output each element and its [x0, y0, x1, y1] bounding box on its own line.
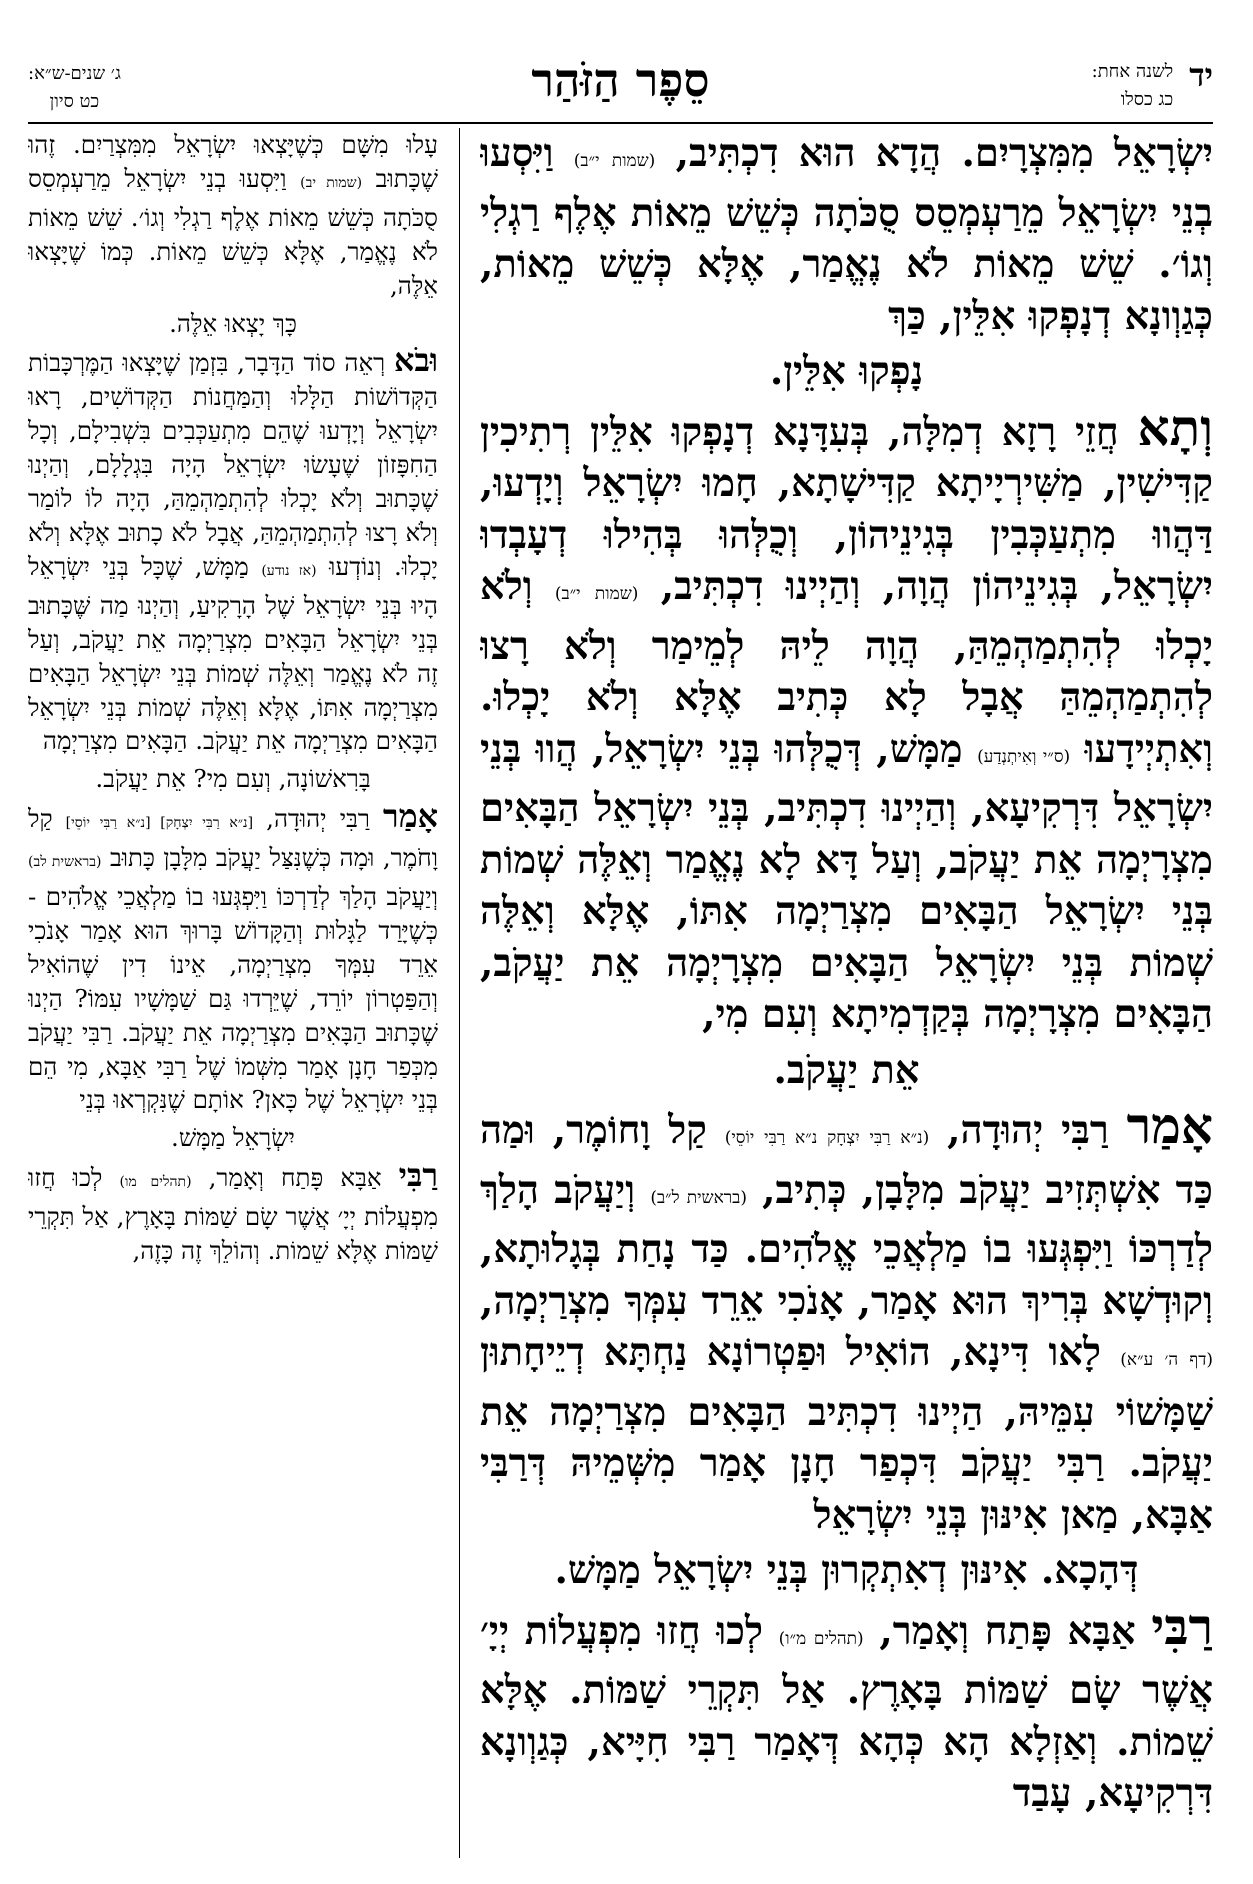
source-citation: (בראשית לב) — [28, 854, 102, 871]
source-citation: (שמות י״ב) — [573, 151, 656, 171]
text-run: יִשְׂרָאֵל מִמִּצְרָיִם. הֲדָא הוּא דִכְתִּיב, — [675, 131, 1213, 176]
text-run: וְיַעֲקֹב הָלַךְ לְדַרְכּוֹ וַיִּפְגְּעוּ בוֹ מַלְאֲכֵי אֱלֹהִים. כַּד נָחַת בְּגָלוּתָא, וְקוּדְשָׁא בְּרִיךְ הוּא אָמַר, אָנֹכִי אֵרֵד עִמְּךָ מִצְרַיְמָה, — [480, 1167, 1213, 1324]
paragraph-end: בָּרִאשׁוֹנָה, וְעִם מִי? אֵת יַעֲקֹב. — [95, 764, 371, 794]
source-citation: (בראשית ל״ב) — [650, 1187, 747, 1208]
text-run: רַבִּי יְהוּדָה, — [266, 804, 384, 834]
text-run: קַל וָחוֹמֶר, וּמַה כַּד אִשְׁתְּזִיב יַעֲקֹב מִלָּבָן, כְּתִיב, — [480, 1108, 1213, 1213]
text-run: מַמָּשׁ, שֶׁכָּל בְּנֵי יִשְׂרָאֵל הָיוּ בְּנֵי יִשְׂרָאֵל שֶׁל הָרָקִיעַ, וְהַיְנוּ מַה שֶּׁכָּתוּב בְּנֵי יִשְׂרָאֵל הַבָּאִים מִצְרַיְמָה אֵת יַעֲקֹב, וְעַל זֶה לֹא נֶאֱמַר וְאֵלֶּה שְׁמוֹת בְּנֵי יִשְׂרָאֵל הַבָּאִים מִצְרַיְמָה אִתּוֹ, אֶלָּא וְאֵלֶּה שְׁמוֹת בְּנֵי יִשְׂרָאֵל הַבָּאִים מִצְרַיְמָה אֵת יַעֲקֹב. הַבָּאִים מִצְרַיְמָה — [28, 551, 438, 756]
source-citation: (ס״י וְאִיתְנְדַע) — [977, 746, 1071, 767]
text-run: לְכוּ חֲזוּ מִפְעֲלוֹת יְיָ׳ אֲשֶׁר שָׂם שַׁמּוֹת בָּאָרֶץ. אַל תִּקְרֵי שַׁמּוֹת. אֶלָּא שֵׁמוֹת. וְאַזְלָא הָא כְּהָא דְּאָמַר רַבִּי חִיָּיא, כְּגַוְונָא דִּרְקִיעָא, עָבַד — [480, 1608, 1213, 1816]
paragraph — [480, 397, 1213, 1041]
source-citation: [נ״א רַבִּי יִצְחָק] [נ״א רַבִּי יוֹסֵי] — [65, 815, 254, 832]
opening-word: וְתָא — [1137, 397, 1213, 457]
book-title: סֵפֶר הַזֹּהַר — [531, 53, 710, 107]
text-run: לְכוּ חֲזוּ מִפְעֲלוֹת יְיָ׳ אֲשֶׁר שָׂם שַׁמּוֹת בָּאָרֶץ, אַל תִּקְרֵי שַׁמּוֹת אֶלָּא שֵׁמוֹת. וְהוֹלֵךְ זֶה כָּזֶה, — [28, 1163, 438, 1266]
aramaic-text-column — [480, 128, 1213, 1862]
column-divider — [459, 128, 460, 1858]
schedule-label: לשנה אחת: — [1091, 61, 1174, 82]
hebrew-translation-column — [28, 128, 438, 1862]
text-run: וַיִּסְעוּ בְנֵי יִשְׂרָאֵל מֵרַעְמְסֵס סֻכֹּתָה כְּשֵׁשׁ מֵאוֹת אֶלֶף רַגְלִי וְגוֹ׳. שֵׁשׁ מֵאוֹת לֹא נֶאֱמַר, אֶלָּא כְּשֵׁשׁ מֵאוֹת. כְּמוֹ שֶׁיָּצְאוּ אֵלֶּה, — [28, 163, 438, 300]
source-citation: (דף ה׳ ע״א) — [1120, 1350, 1213, 1370]
paragraph-end: דְּהָכָא. אִינּוּן דְאִתְקְרוּן בְּנֵי יִשְׂרָאֵל מַמָּשׁ. — [554, 1548, 1139, 1593]
paragraph — [28, 797, 438, 1117]
text-run: קַל וָחֹמֶר, וּמָה כְּשֶׁנִּצַּל יַעֲקֹב מִלָּבָן כָּתוּב — [28, 804, 438, 873]
text-run: אַבָּא פָּתַח וְאָמַר, — [208, 1163, 399, 1193]
paragraph-end: אֵת יַעֲקֹב. — [773, 1047, 920, 1093]
source-citation: (אז נודע) — [261, 562, 317, 579]
opening-word: וּבֹא — [394, 341, 438, 380]
opening-word: רַבִּי — [398, 1156, 438, 1195]
opening-word: אָמַר — [1126, 1096, 1213, 1155]
source-citation: (תהלים מו) — [119, 1174, 192, 1191]
text-run: עָלוּ מִשָּׁם כְּשֶׁיָּצְאוּ יִשְׂרָאֵל מִמִּצְרַיִם. זֶהוּ שֶׁכָּתוּב — [28, 130, 438, 193]
schedule-date: כט סיון — [49, 91, 100, 112]
source-citation: (שמות יב) — [300, 174, 363, 191]
text-run: רְאֵה סוֹד הַדָּבָר, בִּזְמַן שֶׁיָּצְאוּ הַמֶּרְכָּבוֹת הַקְּדוֹשׁוֹת הַלָּלוּ וְהַמַּחֲנוֹת הַקְּדוֹשִׁים, רָאוּ יִשְׂרָאֵל וְיָדְעוּ שֶׁהֵם מִתְעַכְּבִים בִּשְׁבִילָם, וְכָל הַחִפָּזוֹן שֶׁעָשׂוּ יִשְׂרָאֵל הָיָה בִּגְלָלָם, וְהַיְנוּ שֶׁכָּתוּב וְלֹא יָכְלוּ לְהִתְמַהְמֵהַּ, הָיָה לוֹ לוֹמַר וְלֹא רָצוּ לְהִתְמַהְמֵהַּ, אֲבָל לֹא כָתוּב אֶלָּא וְלֹא יָכְלוּ. וְנוֹדְעוּ — [28, 348, 438, 581]
text-run: מַמָּשׁ, דְּכֻלְּהוּ בְּנֵי יִשְׂרָאֵל, הֲווּ בְּנֵי יִשְׂרָאֵל דִּרְקִיעָא, וְהַיְינוּ דִכְתִּיב, בְּנֵי יִשְׂרָאֵל הַבָּאִים מִצְרָיְמָה אֵת יַעֲקֹב, וְעַל דָּא לָא נֶאֱמַר וְאֵלֶּה שְׁמוֹת בְּנֵי יִשְׂרָאֵל הַבָּאִים מִצְרַיְמָה אִתּוֹ, אֶלָּא וְאֵלֶּה שְׁמוֹת בְּנֵי יִשְׂרָאֵל הַבָּאִים מִצְרָיְמָה אֵת יַעֲקֹב, הַבָּאִים מִצְרָיְמָה בְּקַדְמִיתָא וְעִם מִי, — [480, 726, 1213, 1037]
source-citation: (תהלים מ״ו) — [778, 1628, 864, 1649]
page-number: יד — [1189, 56, 1213, 94]
daily-schedule-three-years — [28, 60, 121, 116]
paragraph — [480, 1096, 1213, 1541]
paragraph — [480, 1596, 1213, 1820]
paragraph — [28, 128, 438, 303]
paragraph — [480, 128, 1213, 342]
text-run: רַבִּי יְהוּדָה, — [947, 1108, 1127, 1153]
schedule-label: ג׳ שנים-ש״א: — [28, 63, 121, 84]
text-run: אַבָּא פָּתַח וְאָמַר, — [879, 1608, 1152, 1654]
header-divider — [28, 122, 1213, 124]
page-header — [28, 52, 1213, 124]
text-run: לָאו דִּינָא, הוֹאִיל וּפַטְרוֹנָא נַחְתָּא דְיֵיחָתוּן שַׁמָּשׁוֹי עִמֵּיהּ, הַיְינוּ דִכְתִּיב הַבָּאִים מִצְרַיְמָה אֵת יַעֲקֹב. רַבִּי יַעֲקֹב דִּכְפַר חָנָן אָמַר מִשְּׁמֵיהּ דְּרַבִּי אַבָּא, מַאן אִינּוּן בְּנֵי יִשְׂרָאֵל — [480, 1330, 1213, 1538]
opening-word: אָמַר — [383, 797, 438, 836]
source-citation: (שמות י״ב) — [554, 584, 639, 604]
paragraph-end: יִשְׂרָאֵל מַמָּשׁ. — [171, 1123, 295, 1153]
page — [28, 52, 1213, 1862]
text-run: וַיִּסְעוּ בְנֵי יִשְׂרָאֵל מֵרַעְמְסֵס סֻכֹּתָה כְּשֵׁשׁ מֵאוֹת אֶלֶף רַגְלִי וְגוֹ׳. שֵׁשׁ מֵאוֹת לֹא נֶאֱמַר, אֶלָּא כְּשֵׁשׁ מֵאוֹת, כְּגַוְונָא דְנָפְקוּ אִלֵּין, כַּךְ — [480, 131, 1213, 339]
source-citation: (נ״א רַבִּי יִצְחָק נ״א רַבִּי יוֹסֵי) — [724, 1128, 930, 1148]
paragraph — [28, 1156, 438, 1268]
paragraph-end: נָפְקוּ אִלֵּין. — [769, 349, 924, 394]
opening-word: רַבִּי — [1151, 1596, 1213, 1656]
paragraph-end: כָּךְ יָצְאוּ אֵלֶּה. — [169, 308, 297, 338]
schedule-date: כג כסלו — [1120, 89, 1174, 110]
text-run: וְלֹא יָכְלוּ לְהִתְמַהְמֵהַּ, הֲוָה לֵיהּ לְמֵימַר וְלֹא רָצוּ לְהִתְמַהְמֵהַּ אֲבָל לָא כְּתִיב אֶלָּא וְלֹא יָכְלוּ. וְאִתְיְידָעוּ — [480, 564, 1213, 772]
paragraph — [28, 341, 438, 758]
text-run: וְיַעֲקֹב הָלַךְ לְדַרְכּוֹ וַיִּפְגְּעוּ בוֹ מַלְאֲכֵי אֱלֹהִים - כְּשֶׁיָּרַד לַגָּלוּת וְהַקָּדוֹשׁ בָּרוּךְ הוּא אָמַר אָנֹכִי אֵרֵד עִמְּךָ מִצְרַיְמָה, אֵינוֹ דִין שֶׁהוֹאִיל וְהַפַּטְרוֹן יוֹרֵד, שֶׁיֵּרְדוּ גַּם שַׁמָּשָׁיו עִמּוֹ? הַיְנוּ שֶׁכָּתוּב הַבָּאִים מִצְרַיְמָה אֵת יַעֲקֹב. רַבִּי יַעֲקֹב מִכְּפַר חָנָן אָמַר מִשְּׁמוֹ שֶׁל רַבִּי אַבָּא, מִי הֵם בְּנֵי יִשְׂרָאֵל שֶׁל כָּאן? אוֹתָם שֶׁנִּקְרְאוּ בְּנֵי — [28, 882, 438, 1115]
text-columns — [28, 128, 1213, 1862]
text-run: חֲזֵי רָזָא דְמִלָּה, בְּעִדָּנָא דְנָפְקוּ אִלֵּין רְתִיכִין קַדִּישִׁין, מַשִּׁירְיָיתָא קַדִּישָׁתָא, חָמוּ יִשְׂרָאֵל וְיָדְעוּ, דַּהֲווּ מִתְעַכְּבִין בְּגִינֵיהוֹן, וְכֻלְּהוּ בְּהִילוּ דְעָבְדוּ יִשְׂרָאֵל, בְּגִינֵיהוֹן הֲוָה, וְהַיְינוּ דִכְתִּיב, — [480, 409, 1213, 609]
